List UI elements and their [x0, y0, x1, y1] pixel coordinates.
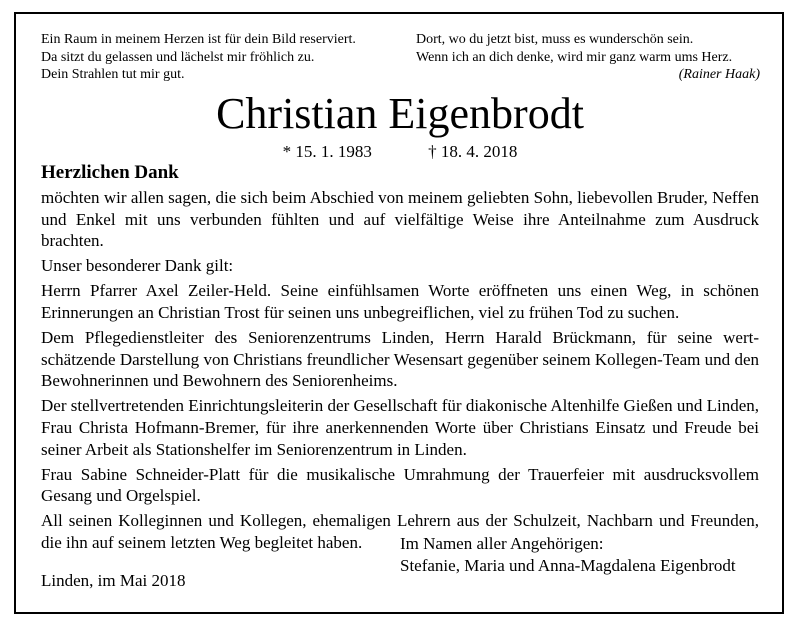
birth-date: * 15. 1. 1983: [282, 142, 372, 161]
poem-author: (Rainer Haak): [678, 67, 760, 82]
paragraph: Unser besonderer Dank gilt:: [41, 256, 234, 276]
poem-line: Ein Raum in meinem Herzen ist für dein Bild reserviert.: [41, 32, 356, 47]
paragraph: Herrn Pfarrer Axel Zeiler-Held. Seine einfühlsamen Worte eröffneten uns einen Weg, in schönen Erinnerungen an Christian Trost für seinen uns unbegreiflichen, viel zu frühen Tod zu suchen.: [41, 281, 759, 322]
poem-line: Dort, wo du jetzt bist, muss es wunderschön sein.: [416, 32, 694, 47]
poem-right: [416, 31, 760, 84]
poem-line: Wenn ich an dich denke, wird mir ganz warm ums Herz.: [416, 49, 733, 65]
poem-line: Da sitzt du gelassen und lächelst mir fröhlich zu.: [41, 49, 315, 65]
paragraph: Der stellvertretenden Einrichtungsleiterin der Gesellschaft für diakonische Altenhilfe Gießen und Linden, Frau Christa Hofmann-Bremer, für ihre anerkennenden Worte über Christians Einsatz und Freude bei seiner Arbeit als Stationshelfer im Seniorenzentrum in Linden.: [41, 396, 760, 459]
poem-line: Dein Strahlen tut mir gut.: [41, 67, 185, 82]
signoff: [400, 533, 736, 576]
paragraph: Frau Sabine Schneider-Platt für die musikalische Umrahmung der Trauerfeier mit ausdrucksvollem Gesang und Orgelspiel.: [41, 464, 759, 506]
paragraph: All seinen Kolleginnen und Kollegen, ehemaligen Lehrern aus der Schulzeit, Nachbarn und Freunden, die ihn auf seinem letzten Weg begleitet haben.: [41, 511, 759, 552]
poem-left: [41, 31, 356, 84]
thanks-body: [41, 187, 759, 557]
paragraph: Dem Pflegedienstleiter des Seniorenzentrums Linden, Herrn Harald Brückmann, für seine wertschätzende Darstellung von Christians freundlicher Wesensart gegenüber seinem Kollegen-Team und den Bewohnerinnen und Bewohnern des Seniorenheims.: [41, 328, 759, 391]
death-date: † 18. 4. 2018: [428, 142, 518, 161]
signoff-names: Stefanie, Maria und Anna-Magdalena Eigenbrodt: [400, 555, 736, 575]
thanks-heading: Herzlichen Dank: [41, 162, 179, 183]
deceased-name: Christian Eigenbrodt: [216, 89, 584, 138]
place-date: Linden, im Mai 2018: [41, 571, 186, 590]
paragraph: möchten wir allen sagen, die sich beim Abschied von meinem geliebten Sohn, liebevollen Bruder, Neffen und Enkel mit uns verbunden fühlten und auf vielfältige Weise ihre Anteilnahme zum Ausdruck brachten.: [41, 188, 759, 251]
signoff-line: Im Namen aller Angehörigen:: [400, 534, 604, 553]
